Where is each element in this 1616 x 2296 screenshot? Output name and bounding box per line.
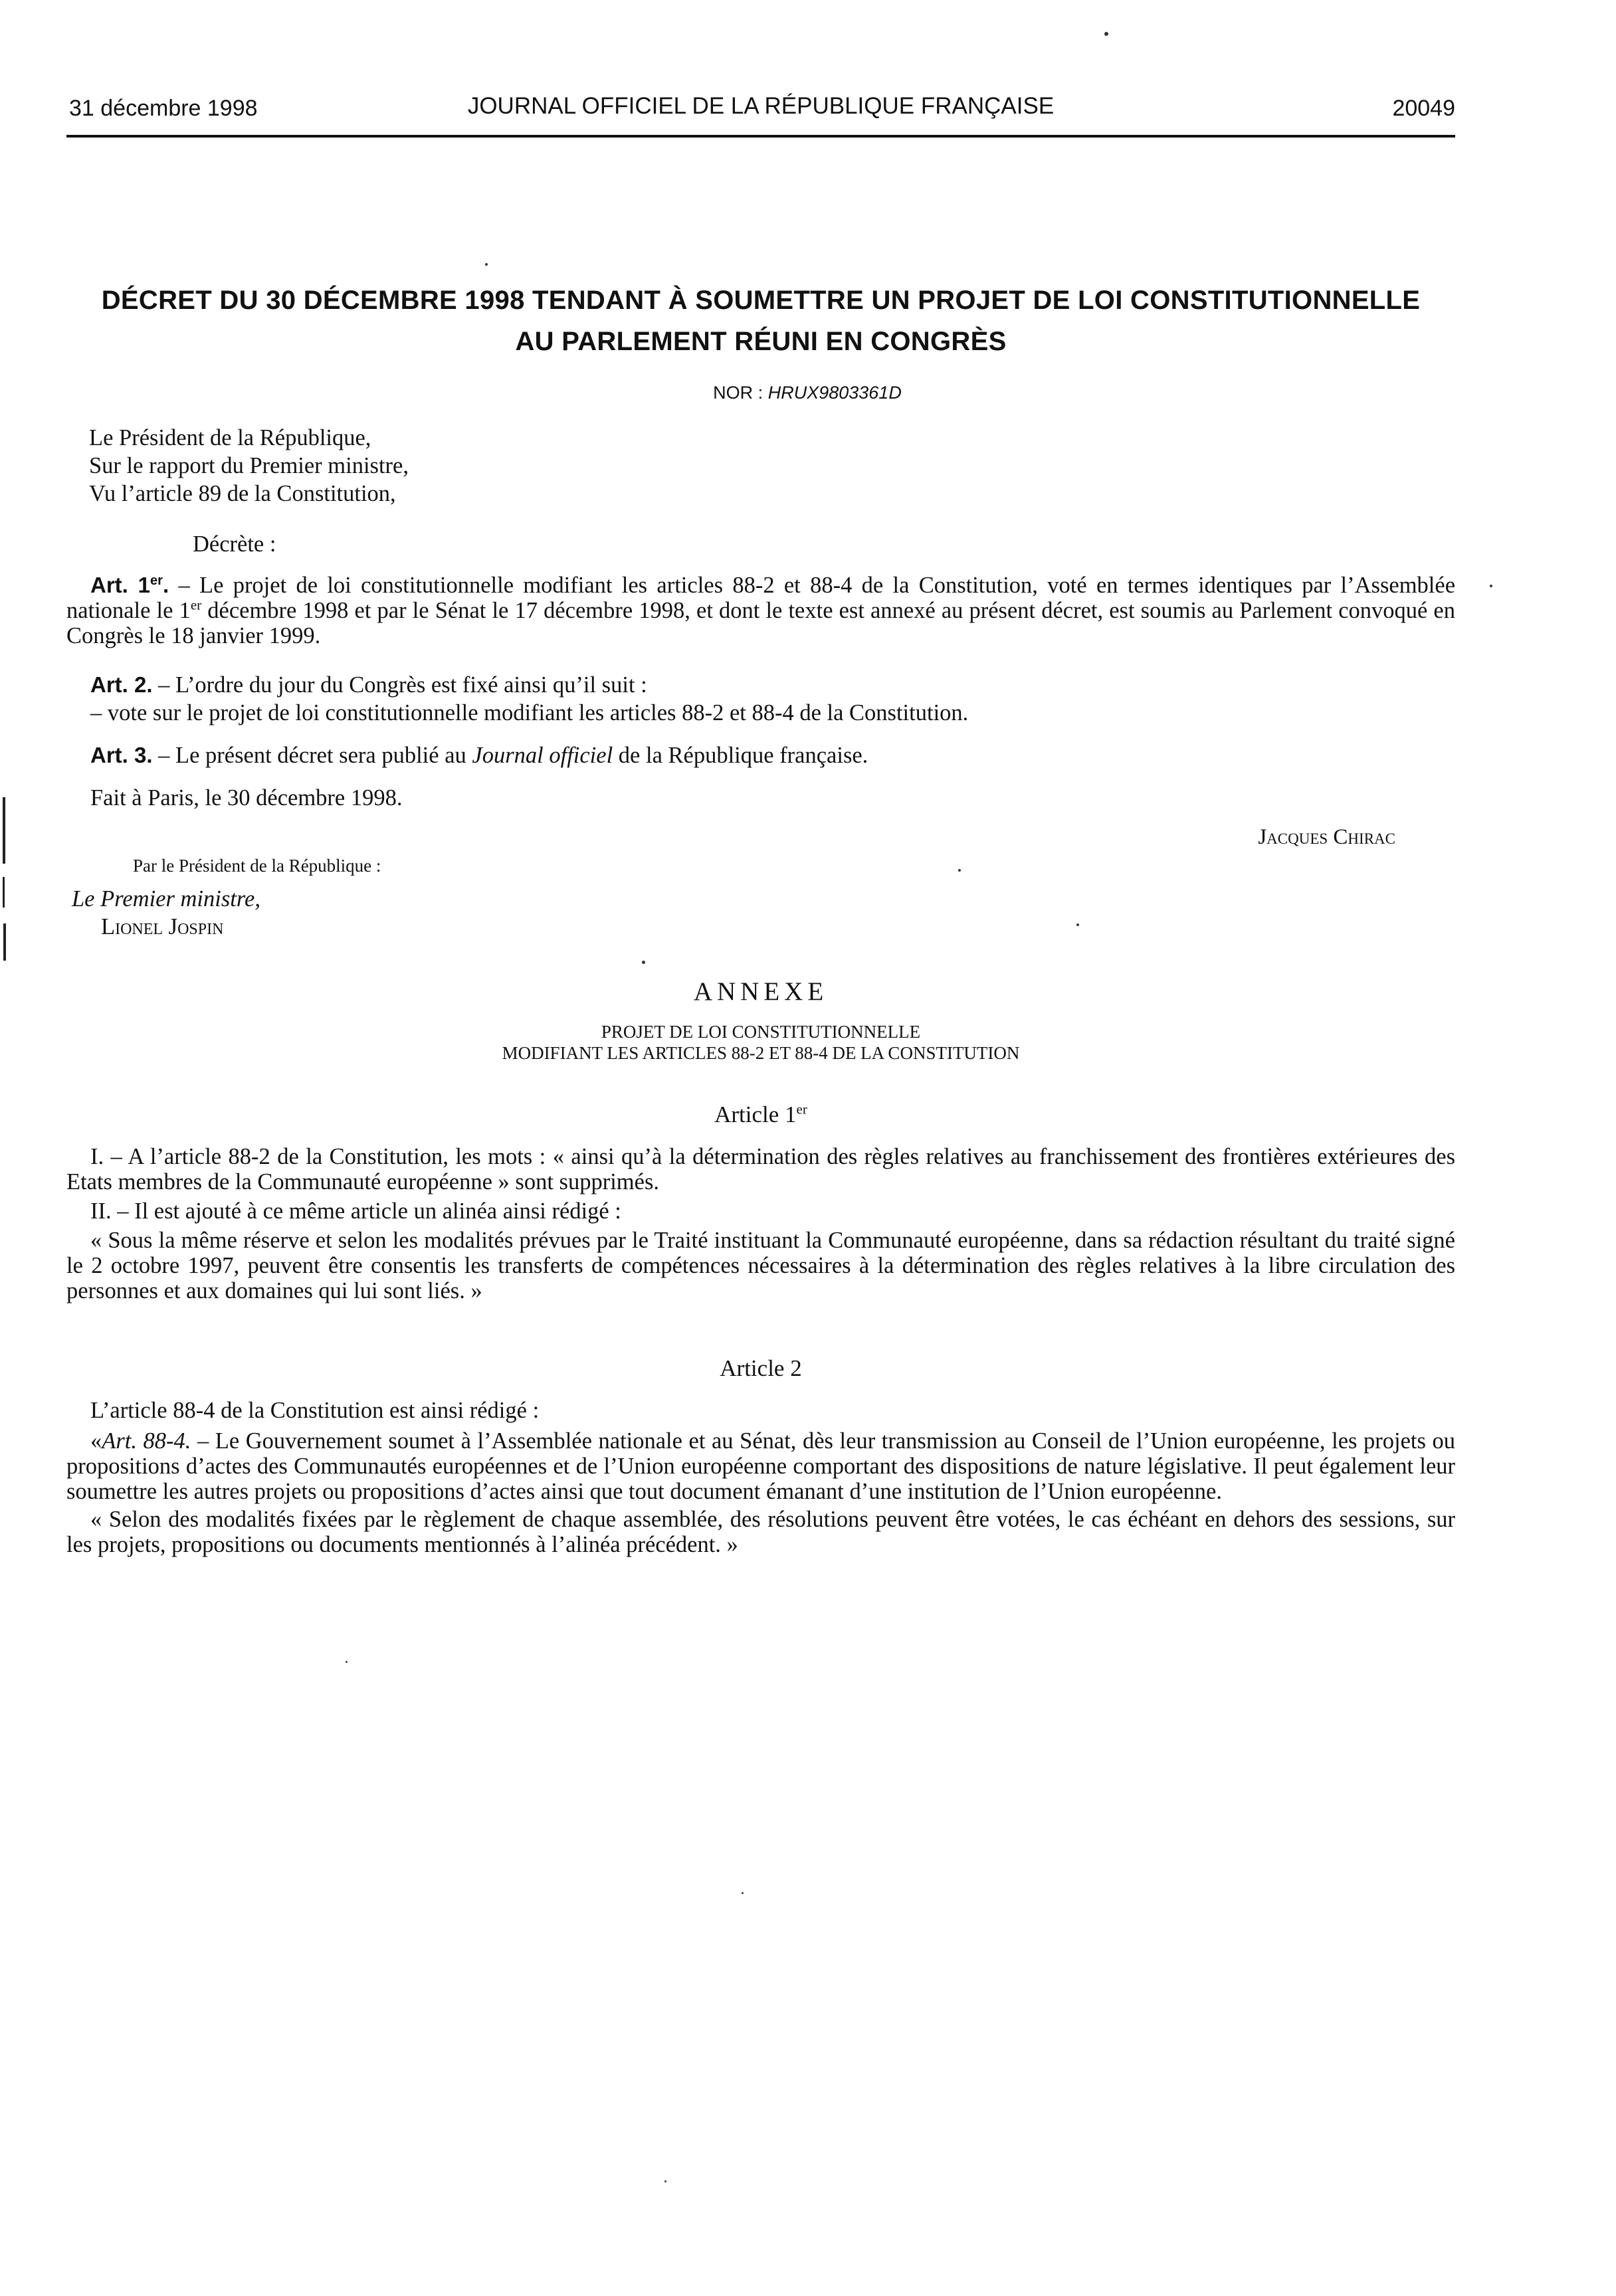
nor-code: HRUX9803361D: [767, 383, 902, 403]
header-date: 31 décembre 1998: [69, 96, 258, 121]
annexe-art2-intro: L’article 88-4 de la Constitution est ainsi rédigé :: [90, 1398, 540, 1423]
fait-a-paris: Fait à Paris, le 30 décembre 1998.: [90, 785, 403, 811]
scan-edge-mark: [3, 923, 6, 961]
article-3-label: Art. 3.: [90, 743, 153, 767]
article-2: [66, 672, 1455, 725]
header-page-number: 20049: [1392, 96, 1455, 121]
annexe-art2-paragraph-1: «Art. 88-4. – Le Gouvernement soumet à l’Assemblée nationale et au Sénat, dès leur transmission au Conseil de l’Union européenne, les projets ou propositions d’actes des Communautés européennes et de l’Union européenne comportant des dispositions de nature législative. Il peut également leur soumettre les autres projets ou propositions d’actes ainsi que tout document émanant d’une institution de l’Union européenne.: [66, 1428, 1455, 1504]
preamble-decrete: Décrète :: [193, 531, 276, 557]
annexe-projet-line2: MODIFIANT LES ARTICLES 88-2 ET 88-4 DE LA CONSTITUTION: [502, 1043, 1020, 1063]
annexe-article-2-body: [66, 1398, 1455, 1557]
scan-speck: [642, 961, 645, 964]
annexe-art1-paragraph-ii: II. – Il est ajouté à ce même article un alinéa ainsi rédigé :: [90, 1198, 621, 1224]
signature-par-le: Par le Président de la République :: [133, 856, 381, 876]
annexe-art2-label: Art. 88-4.: [102, 1428, 191, 1454]
header-divider: [66, 135, 1455, 138]
nor-reference: [66, 383, 1455, 403]
article-3-text-a: – Le présent décret sera publié au: [158, 743, 466, 768]
decree-title-line1: DÉCRET DU 30 DÉCEMBRE 1998 TENDANT À SOUMETTRE UN PROJET DE LOI CONSTITUTIONNELLE: [101, 286, 1421, 315]
article-3-text-b: de la République française.: [618, 743, 868, 768]
scan-edge-mark: [3, 877, 5, 908]
signature-pm-title: Le Premier ministre,: [72, 886, 260, 911]
signature-president: Jacques Chirac: [1258, 825, 1395, 849]
scan-edge-mark: [3, 797, 5, 864]
scan-speck: [1104, 32, 1108, 36]
article-1: [66, 573, 1455, 648]
preamble-president: Le Président de la République,: [89, 425, 371, 450]
annexe-heading: ANNEXE: [693, 977, 829, 1006]
nor-label: NOR :: [713, 383, 763, 403]
annexe-article-2-heading: Article 2: [720, 1355, 802, 1381]
article-2-label: Art. 2.: [90, 672, 153, 697]
annexe-article-1-heading: Article 1er: [714, 1101, 807, 1127]
signature-pm-name: Lionel Jospin: [101, 914, 224, 939]
preamble-vu: Vu l’article 89 de la Constitution,: [89, 481, 396, 506]
scan-speck: [958, 869, 961, 872]
article-1-text-b: décembre 1998 et par le Sénat le 17 décembre 1998, et dont le texte est annexé au présent décret, est soumis au Parlement convoqué en Congrès le 18 janvier 1999.: [66, 598, 1455, 648]
scan-speck: [1490, 585, 1492, 587]
scan-speck: [1076, 923, 1079, 926]
article-3-journal: Journal officiel: [472, 743, 613, 768]
page-header: [66, 89, 1455, 136]
annexe-art1-quote: « Sous la même réserve et selon les modalités prévues par le Traité instituant la Communauté européenne, dans sa rédaction résultant du traité signé le 2 octobre 1997, peuvent être consentis les transferts de compétences nécessaires à la détermination des règles relatives à la libre circulation des personnes et aux domaines qui lui sont liés. »: [66, 1228, 1455, 1303]
article-2-text: – L’ordre du jour du Congrès est fixé ainsi qu’il suit :: [158, 672, 647, 698]
article-1-label: Art. 1er.: [90, 573, 169, 597]
header-journal-title: JOURNAL OFFICIEL DE LA RÉPUBLIQUE FRANÇAISE: [467, 93, 1055, 119]
scan-speck: [346, 1661, 348, 1663]
decree-title-line2: AU PARLEMENT RÉUNI EN CONGRÈS: [515, 327, 1007, 356]
scan-speck: [664, 2180, 666, 2182]
article-2-item: – vote sur le projet de loi constitutionnelle modifiant les articles 88-2 et 88-4 de la Constitution.: [90, 700, 969, 725]
article-1-text-a: – Le projet de loi constitutionnelle modifiant les articles 88-2 et 88-4 de la Constitution, voté en termes identiques par l’Assemblée nationale le 1: [66, 573, 1456, 623]
article-1-sup: er: [190, 597, 202, 613]
article-3: [66, 743, 1455, 768]
annexe-art2-paragraph-2: « Selon des modalités fixées par le règlement de chaque assemblée, des résolutions peuvent être votées, le cas échéant en dehors des sessions, sur les projets, propositions ou documents mentionnés à l’alinéa précédent. »: [66, 1507, 1455, 1557]
annexe-article-1-body: [66, 1144, 1455, 1303]
scan-speck: [485, 263, 488, 266]
annexe-art1-paragraph-i: I. – A l’article 88-2 de la Constitution, les mots : « ainsi qu’à la détermination des règles relatives au franchissement des frontières extérieures des Etats membres de la Communauté européenne » sont supprimés.: [66, 1144, 1455, 1195]
annexe-projet-line1: PROJET DE LOI CONSTITUTIONNELLE: [601, 1022, 921, 1042]
scan-speck: [742, 1892, 744, 1894]
preamble-rapport: Sur le rapport du Premier ministre,: [89, 453, 409, 478]
